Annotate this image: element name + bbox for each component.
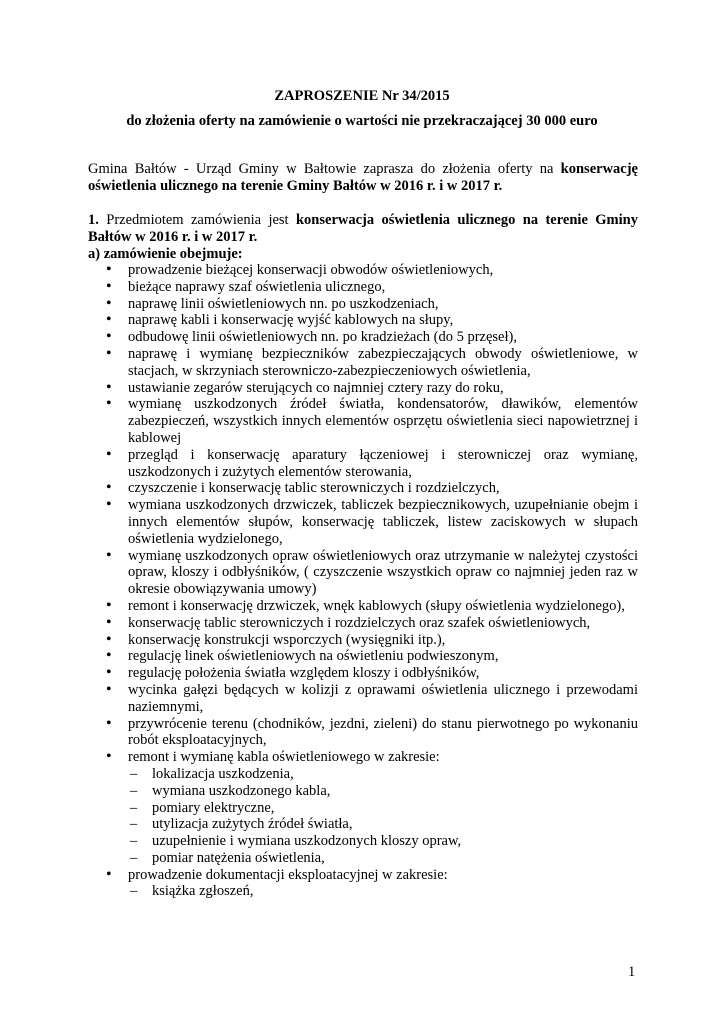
scope-list bbox=[88, 262, 638, 900]
list-item: • remont i konserwację drzwiczek, wnęk kablowych (słupy oświetlenia wydzielonego), bbox=[88, 598, 638, 615]
intro-paragraph bbox=[88, 161, 638, 194]
list-item-documentation bbox=[88, 867, 638, 901]
list-item: • wymianę uszkodzonych źródeł światła, kondensatorów, dławików, elementów zabezpieczeń, wszystkich innych elementów osprzętu oświetlenia sieci napowietrznej i kablowej bbox=[88, 396, 638, 446]
list-item: • regulację linek oświetleniowych na oświetleniu podwieszonym, bbox=[88, 648, 638, 665]
sub-list-item: – utylizacja zużytych źródeł światła, bbox=[128, 816, 638, 833]
section-1-bold: konserwacja oświetlenia ulicznego na terenie Gminy Bałtów w 2016 r. i w 2017 r. bbox=[88, 212, 638, 245]
list-item: • odbudowę linii oświetleniowych nn. po kradzieżach (do 5 przęseł), bbox=[88, 329, 638, 346]
sub-list-item: – pomiar natężenia oświetlenia, bbox=[128, 850, 638, 867]
section-1-paragraph bbox=[88, 212, 638, 245]
page-number: 1 bbox=[628, 964, 636, 980]
cable-sublist bbox=[128, 766, 638, 867]
sub-list-item: – lokalizacja uszkodzenia, bbox=[128, 766, 638, 783]
list-item: • wymianę uszkodzonych opraw oświetleniowych oraz utrzymanie w należytej czystości opraw, kloszy i odbłyśników, ( czyszczenie wszystkich opraw co najmniej jeden raz w okresie obowiązywania umowy) bbox=[88, 548, 638, 598]
intro-text: Gmina Bałtów - Urząd Gminy w Bałtowie zaprasza do złożenia oferty na bbox=[88, 161, 561, 177]
list-item: • naprawę linii oświetleniowych nn. po uszkodzeniach, bbox=[88, 296, 638, 313]
section-1-number: 1. bbox=[88, 212, 99, 228]
list-item: • naprawę kabli i konserwację wyjść kablowych na słupy, bbox=[88, 312, 638, 329]
document-subtitle: do złożenia oferty na zamówienie o wartości nie przekraczającej 30 000 euro bbox=[126, 113, 598, 129]
list-item-cable bbox=[88, 749, 638, 867]
document-title: ZAPROSZENIE Nr 34/2015 bbox=[274, 88, 450, 104]
list-item: • wymiana uszkodzonych drzwiczek, tabliczek bezpiecznikowych, uzupełnianie obejm i innych elementów słupów, konserwację tabliczek, listew zaciskowych w słupach oświetlenia wydzielonego, bbox=[88, 497, 638, 547]
list-item: • konserwację tablic sterowniczych i rozdzielczych oraz szafek oświetleniowych, bbox=[88, 615, 638, 632]
scope-heading: a) zamówienie obejmuje: bbox=[88, 246, 243, 262]
list-item: • ustawianie zegarów sterujących co najmniej cztery razy do roku, bbox=[88, 380, 638, 397]
list-item: • przywrócenie terenu (chodników, jezdni, zieleni) do stanu pierwotnego po wykonaniu robót eksploatacyjnych, bbox=[88, 716, 638, 750]
intro-bold: konserwację oświetlenia ulicznego na terenie Gminy Bałtów w 2016 r. i w 2017 r. bbox=[88, 161, 638, 194]
doc-item-label: prowadzenie dokumentacji eksploatacyjnej w zakresie: bbox=[128, 866, 448, 883]
list-item: • przegląd i konserwację aparatury łączeniowej i sterowniczej oraz wymianę, uszkodzonych i zużytych elementów sterowania, bbox=[88, 447, 638, 481]
list-item: • prowadzenie bieżącej konserwacji obwodów oświetleniowych, bbox=[88, 262, 638, 279]
sub-list-item: – wymiana uszkodzonego kabla, bbox=[128, 783, 638, 800]
list-item: • konserwację konstrukcji wsporczych (wysięgniki itp.), bbox=[88, 632, 638, 649]
list-item: • regulację położenia światła względem kloszy i odbłyśników, bbox=[88, 665, 638, 682]
sub-list-item: – pomiary elektryczne, bbox=[128, 800, 638, 817]
cable-item-label: remont i wymianę kabla oświetleniowego w zakresie: bbox=[128, 749, 440, 766]
list-item: • czyszczenie i konserwację tablic sterowniczych i rozdzielczych, bbox=[88, 480, 638, 497]
sub-list-item: – książka zgłoszeń, bbox=[128, 883, 638, 900]
list-item: • bieżące naprawy szaf oświetlenia ulicznego, bbox=[88, 279, 638, 296]
list-item: • naprawę i wymianę bezpieczników zabezpieczających obwody oświetleniowe, w stacjach, w skrzyniach sterowniczo-zabezpieczeniowych oświetlenia, bbox=[88, 346, 638, 380]
section-1-text: Przedmiotem zamówienia jest bbox=[98, 212, 296, 228]
list-item: • wycinka gałęzi będących w kolizji z oprawami oświetlenia ulicznego i przewodami naziemnymi, bbox=[88, 682, 638, 716]
sub-list-item: – uzupełnienie i wymiana uszkodzonych kloszy opraw, bbox=[128, 833, 638, 850]
doc-sublist bbox=[128, 883, 638, 900]
